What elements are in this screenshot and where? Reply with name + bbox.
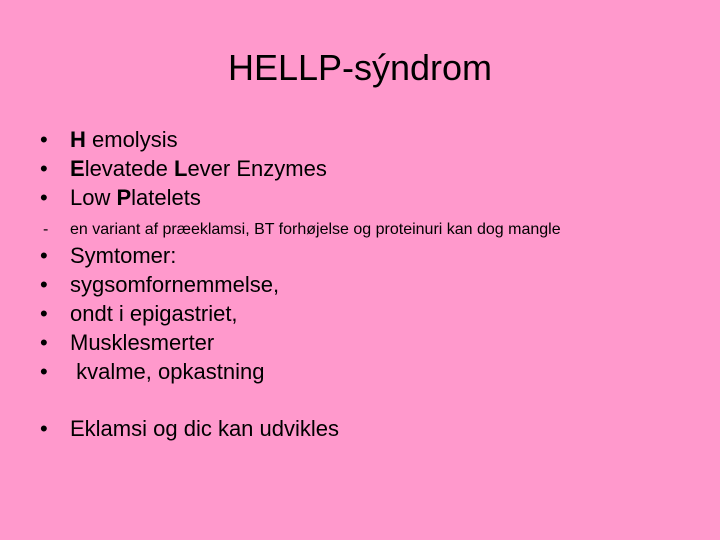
list-item-text: Symtomer: (70, 243, 177, 268)
slide-title: HELLP-sýndrom (227, 47, 493, 88)
list-item-rest: emolysis (85, 127, 178, 152)
acronym-letter: P (116, 185, 132, 210)
list-item-part: Low (70, 185, 117, 210)
list-item-text (70, 126, 178, 154)
bullet-marker: • (40, 301, 48, 326)
bullet-marker: • (40, 127, 48, 152)
list-item-text: Musklesmerter (70, 330, 215, 355)
acronym-letter: L (173, 156, 188, 181)
acronym-letter: H (70, 127, 86, 152)
list-item-text: ondt i epigastriet, (70, 301, 238, 326)
bullet-marker: • (40, 243, 48, 268)
list-item-part: levatede (84, 156, 174, 181)
bullet-marker: • (40, 272, 48, 297)
list-item-text: Eklamsi og dic kan udvikles (70, 416, 340, 441)
acronym-letter: E (70, 156, 85, 181)
list-item-text (70, 184, 201, 212)
list-item-text (70, 155, 327, 183)
bullet-marker: • (40, 156, 48, 181)
bullet-marker: • (40, 359, 48, 384)
note-text: en variant af præeklamsi, BT forhøjelse og proteinuri kan dog mangle (70, 221, 561, 238)
list-item-part: latelets (131, 185, 201, 210)
list-item-text: kvalme, opkastning (70, 359, 265, 384)
list-item-text: sygsomfornemmelse, (70, 272, 280, 297)
dash-marker: - (43, 221, 49, 238)
bullet-marker: • (40, 330, 48, 355)
list-item-part: ever Enzymes (187, 156, 327, 181)
bullet-marker: • (40, 416, 48, 441)
bullet-marker: • (40, 185, 48, 210)
